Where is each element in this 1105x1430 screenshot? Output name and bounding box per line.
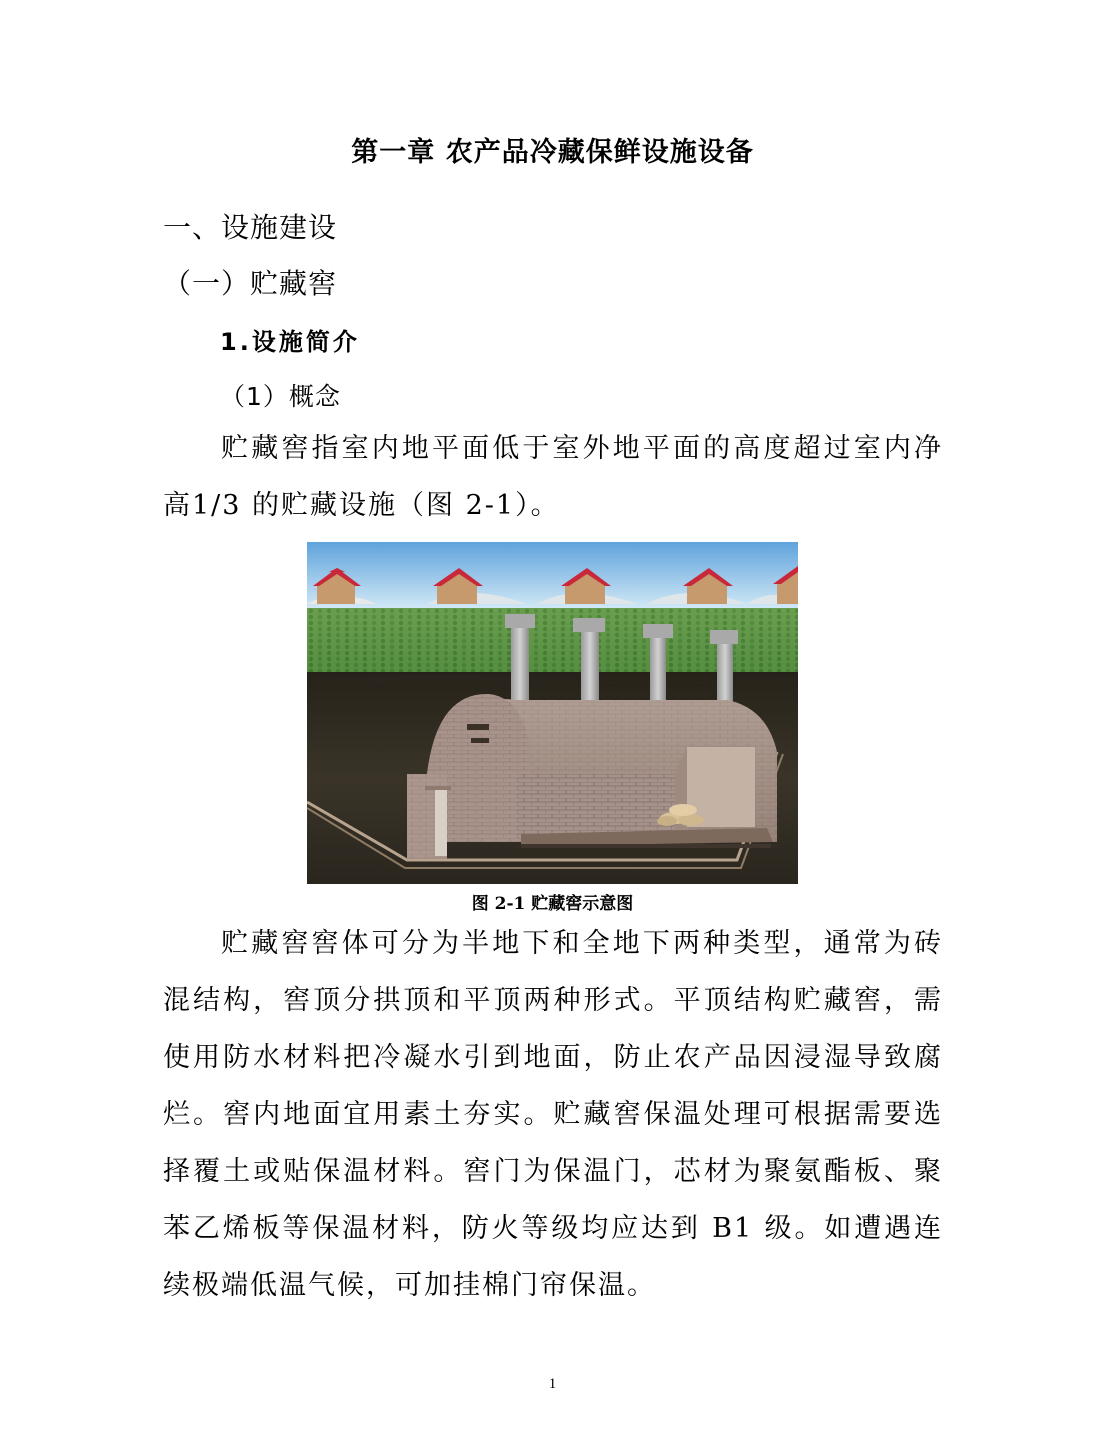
- subsection-title: （一）贮藏窖: [163, 267, 338, 300]
- section-title: 一、设施建设: [163, 211, 338, 244]
- paragraph-structure: [163, 915, 943, 1314]
- paragraph-concept-text: 贮藏窖指室内地平面低于室外地平面的高度超过室内净高1/3 的贮藏设施（图 2-1）。: [163, 433, 943, 521]
- figure-caption: 图 2-1 贮藏窖示意图: [471, 894, 634, 914]
- item-title: （1）概念: [220, 382, 341, 411]
- paragraph-structure-text: 贮藏窖窖体可分为半地下和全地下两种类型，通常为砖混结构，窖顶分拱顶和平顶两种形式。平顶结构贮藏窖，需使用防水材料把冷凝水引到地面，防止农产品因浸湿导致腐烂。窖内地面宜用素土夯实。贮藏窖保温处理可根据需要选择覆土或贴保温材料。窖门为保温门，芯材为聚氨酯板、聚苯乙烯板等保温材料，防火等级均应达到 B1 级。如遭遇连续极端低温气候，可加挂棉门帘保温。: [163, 928, 943, 1301]
- page-number: 1: [548, 1376, 557, 1392]
- subsubsection-title: 1.设施简介: [220, 328, 360, 356]
- paragraph-concept: [163, 420, 943, 534]
- cellar-vault: [407, 694, 777, 859]
- chapter-title: 第一章 农产品冷藏保鲜设施设备: [351, 137, 754, 168]
- cellar-illustration: [307, 542, 798, 884]
